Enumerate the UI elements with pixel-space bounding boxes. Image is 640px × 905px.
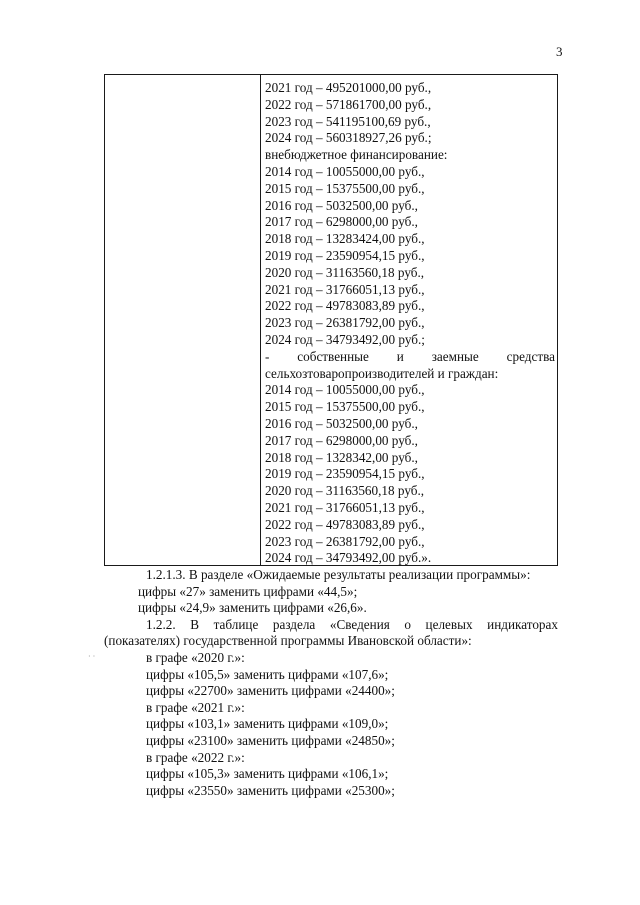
paragraph-line: цифры «23100» заменить цифрами «24850»; bbox=[146, 732, 395, 748]
own-funds-heading bbox=[265, 349, 555, 366]
table-line: 2018 год – 13283424,00 руб., bbox=[265, 231, 425, 247]
table-line: 2023 год – 26381792,00 руб., bbox=[265, 315, 425, 331]
paragraph-1-2-1-3: 1.2.1.3. В разделе «Ожидаемые результаты реализации программы»: bbox=[146, 567, 531, 582]
paragraph-line: цифры «103,1» заменить цифрами «109,0»; bbox=[146, 716, 389, 732]
paragraph-line: цифры «24,9» заменить цифрами «26,6». bbox=[138, 600, 367, 616]
table-line: 2021 год – 31766051,13 руб., bbox=[265, 499, 425, 515]
paragraph-word: целевых bbox=[425, 616, 473, 632]
table-line: 2020 год – 31163560,18 руб., bbox=[265, 483, 425, 499]
paragraph-line: цифры «105,3» заменить цифрами «106,1»; bbox=[146, 766, 389, 782]
paragraph-line: в графе «2020 г.»: bbox=[146, 649, 245, 665]
table-column-divider bbox=[260, 75, 261, 565]
page-number: 3 bbox=[556, 44, 563, 59]
table-line: 2021 год – 495201000,00 руб., bbox=[265, 80, 432, 95]
paragraph-word: индикаторах bbox=[487, 616, 558, 632]
table-line: 2015 год – 15375500,00 руб., bbox=[265, 399, 425, 415]
own-funds-heading-line2: сельхозтоваропроизводителей и граждан: bbox=[265, 365, 499, 381]
own-funds-word: средства bbox=[506, 348, 555, 364]
table-line: 2019 год – 23590954,15 руб., bbox=[265, 466, 425, 482]
paragraph-line: цифры «23550» заменить цифрами «25300»; bbox=[146, 782, 395, 798]
paragraph-word: таблице bbox=[213, 616, 259, 632]
table-line: 2017 год – 6298000,00 руб., bbox=[265, 432, 418, 448]
paragraph-1-2-2 bbox=[112, 617, 558, 634]
own-funds-word: - bbox=[265, 348, 270, 364]
financing-table bbox=[104, 74, 558, 566]
paragraph-word: 1.2.2. bbox=[146, 616, 176, 632]
margin-scan-mark: · · bbox=[88, 652, 96, 661]
paragraph-word: раздела bbox=[272, 616, 316, 632]
paragraph-line: цифры «27» заменить цифрами «44,5»; bbox=[138, 583, 358, 599]
table-line: 2015 год – 15375500,00 руб., bbox=[265, 180, 425, 196]
table-line: внебюджетное финансирование: bbox=[265, 147, 448, 163]
paragraph-line: цифры «105,5» заменить цифрами «107,6»; bbox=[146, 666, 389, 682]
table-line: 2020 год – 31163560,18 руб., bbox=[265, 264, 425, 280]
table-line: 2023 год – 26381792,00 руб., bbox=[265, 533, 425, 549]
paragraph-line: (показателях) государственной программы Ивановской области»: bbox=[104, 633, 472, 649]
table-line: 2014 год – 10055000,00 руб., bbox=[265, 163, 425, 179]
table-line: 2023 год – 541195100,69 руб., bbox=[265, 113, 431, 129]
table-line: 2024 год – 34793492,00 руб.». bbox=[265, 550, 432, 566]
table-line: 2024 год – 560318927,26 руб.; bbox=[265, 130, 432, 146]
paragraph-line: цифры «22700» заменить цифрами «24400»; bbox=[146, 683, 395, 699]
paragraph-word: о bbox=[404, 616, 411, 632]
own-funds-word: собственные bbox=[297, 348, 369, 364]
table-line: 2014 год – 10055000,00 руб., bbox=[265, 382, 425, 398]
table-line: 2022 год – 49783083,89 руб., bbox=[265, 516, 425, 532]
table-line: 2016 год – 5032500,00 руб., bbox=[265, 197, 418, 213]
body-text bbox=[104, 567, 558, 799]
paragraph-line: в графе «2022 г.»: bbox=[146, 749, 245, 765]
table-line: 2022 год – 571861700,00 руб., bbox=[265, 96, 432, 112]
paragraph-word: «Сведения bbox=[329, 616, 390, 632]
table-line: 2016 год – 5032500,00 руб., bbox=[265, 415, 418, 431]
own-funds-word: заемные bbox=[431, 348, 479, 364]
table-line: 2018 год – 1328342,00 руб., bbox=[265, 449, 418, 465]
table-line: 2017 год – 6298000,00 руб., bbox=[265, 214, 418, 230]
paragraph-line: в графе «2021 г.»: bbox=[146, 699, 245, 715]
table-line: 2022 год – 49783083,89 руб., bbox=[265, 298, 425, 314]
paragraph-word: В bbox=[190, 616, 200, 632]
table-line: 2021 год – 31766051,13 руб., bbox=[265, 281, 425, 297]
table-line: 2019 год – 23590954,15 руб., bbox=[265, 247, 425, 263]
table-line: 2024 год – 34793492,00 руб.; bbox=[265, 331, 425, 347]
table-right-cell bbox=[265, 80, 555, 567]
own-funds-word: и bbox=[396, 348, 404, 364]
